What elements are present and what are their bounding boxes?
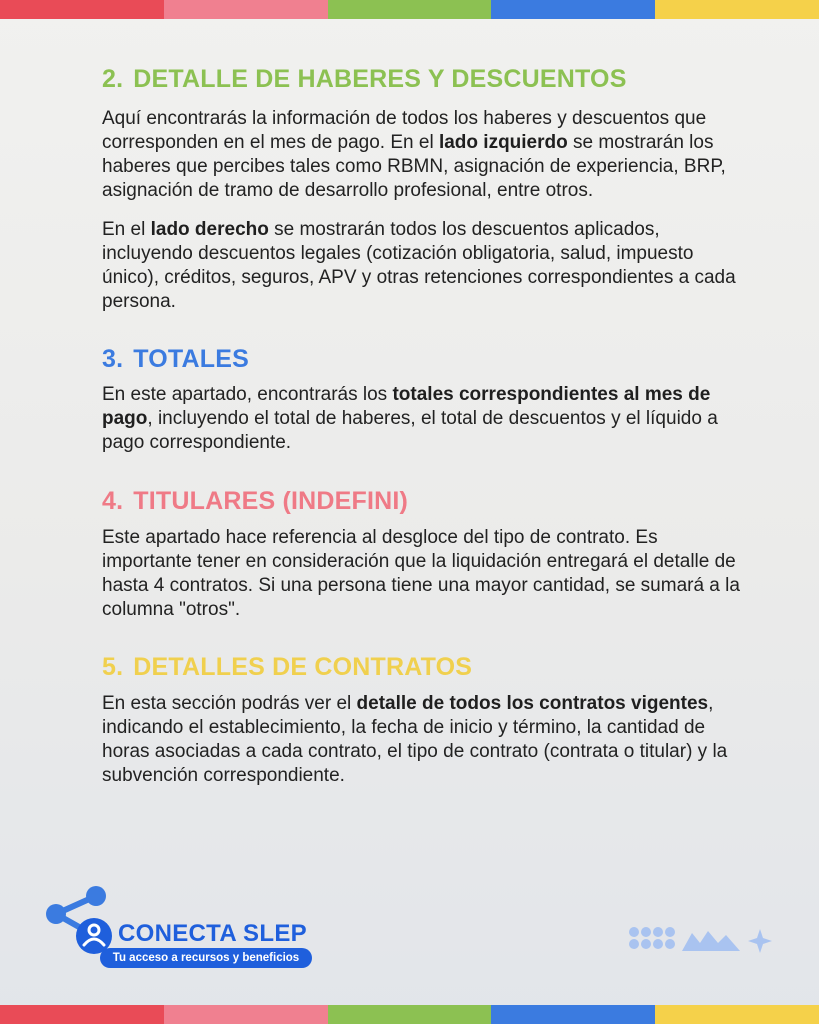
top-color-stripe (0, 0, 819, 19)
stripe-green (328, 0, 492, 19)
section-paragraph (102, 218, 742, 314)
bold-text: lado derecho (150, 219, 269, 240)
text-run: En el (102, 219, 151, 240)
section-detalles-contratos (102, 652, 742, 788)
logo-name: CONECTA SLEP (118, 920, 307, 947)
conecta-slep-logo (44, 884, 344, 974)
section-title (102, 64, 742, 94)
section-paragraph (102, 107, 742, 203)
text-run: En este apartado, encontrarás los (102, 384, 393, 405)
text-run: En esta sección podrás ver el (102, 693, 357, 714)
stripe-blue (491, 0, 655, 19)
section-title (102, 652, 742, 682)
section-title (102, 344, 742, 374)
section-paragraph (102, 526, 742, 622)
bottom-color-stripe (0, 1005, 819, 1024)
stripe-red (0, 1005, 164, 1024)
text-run: se mostrarán los haberes que percibes tales como RBMN, asignación de experiencia, BRP, asignación de tramo de desarrollo profesional, entre otros. (102, 132, 726, 201)
section-title-text: DETALLES DE CONTRATOS (133, 653, 473, 681)
section-title-text: TITULARES (INDEFINI) (133, 487, 409, 515)
section-titulares (102, 486, 742, 622)
section-number: 2. (102, 65, 124, 93)
bold-text: detalle de todos los contratos vigentes (356, 693, 709, 714)
stripe-blue (491, 1005, 655, 1024)
section-haberes-descuentos (102, 64, 742, 314)
section-title-text: TOTALES (133, 345, 250, 373)
text-run: , incluyendo el total de haberes, el total de descuentos y el líquido a pago correspondiente. (102, 408, 718, 453)
stripe-green (328, 1005, 492, 1024)
stripe-pink (164, 1005, 328, 1024)
text-run: , indicando el establecimiento, la fecha de inicio y término, la cantidad de horas asociadas a cada contrato, el tipo de contrato (contrata o titular) y la subvención correspondiente. (102, 693, 728, 786)
section-totales (102, 344, 742, 455)
text-run: Aquí encontrarás la información de todos los haberes y descuentos que corresponden en el mes de pago. En el (102, 108, 707, 153)
section-title-text: DETALLE DE HABERES Y DESCUENTOS (133, 65, 627, 93)
text-run: se mostrarán todos los descuentos aplicados, incluyendo descuentos legales (cotización obligatoria, salud, impuesto único), créditos, seguros, APV y otras retenciones correspondientes a cada persona. (102, 219, 736, 312)
bold-text: lado izquierdo (438, 132, 568, 153)
decorative-shapes-icon (628, 925, 778, 957)
network-user-icon (44, 884, 114, 954)
logo-tagline: Tu acceso a recursos y beneficios (100, 948, 312, 968)
content (102, 64, 742, 788)
bold-text: totales correspondientes al mes de pago (102, 384, 711, 429)
section-paragraph (102, 692, 742, 788)
section-number: 4. (102, 487, 124, 515)
section-paragraph (102, 383, 742, 455)
stripe-yellow (655, 1005, 819, 1024)
section-title (102, 486, 742, 516)
text-run: Este apartado hace referencia al desgloce del tipo de contrato. Es importante tener en consideración que la liquidación entregará el detalle de hasta 4 contratos. Si una persona tiene una mayor cantidad, se sumará a la columna "otros". (102, 527, 740, 620)
stripe-red (0, 0, 164, 19)
section-number: 5. (102, 653, 124, 681)
stripe-yellow (655, 0, 819, 19)
section-number: 3. (102, 345, 124, 373)
stripe-pink (164, 0, 328, 19)
